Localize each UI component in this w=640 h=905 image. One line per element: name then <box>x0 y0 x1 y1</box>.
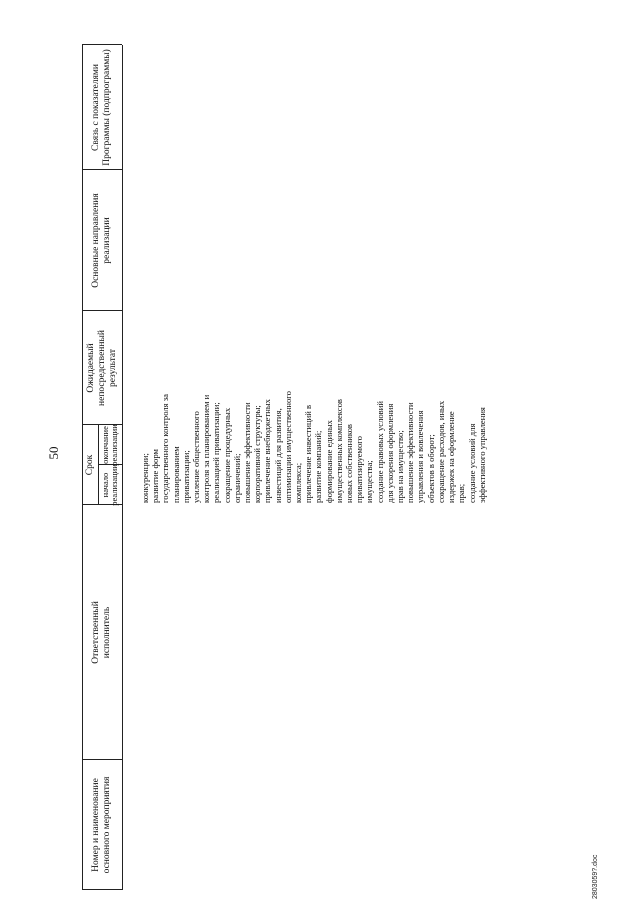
result-line: инвестиций для развития, <box>272 408 283 503</box>
result-line: комплекса; <box>293 462 304 503</box>
result-line: прав; <box>456 483 467 503</box>
result-line: конкуренции; <box>140 453 150 503</box>
result-line: привлечение внебюджетных <box>262 399 273 503</box>
result-line: государственного контроля за <box>160 394 171 503</box>
header-program-link: Связь с показателями Программы (подпрограммы) <box>91 49 112 166</box>
document-filename: 2803059?.doc <box>592 854 599 899</box>
table-header-bottom-border <box>122 45 123 890</box>
header-table <box>82 45 122 890</box>
header-expected-result: Ожидаемый непосредственный результат <box>85 330 118 406</box>
result-line: повышение эффективности <box>405 402 416 503</box>
result-line: создание правовых условий <box>374 401 385 503</box>
result-line: прав на имущество; <box>395 430 406 503</box>
result-line: привлечение инвестиций в <box>303 404 314 503</box>
result-line: развитие форм <box>150 449 161 503</box>
page-number: 50 <box>46 446 61 460</box>
result-line: развитие компаний; <box>313 430 324 503</box>
result-line: создание условий для <box>466 423 477 503</box>
header-term: Срок <box>84 454 95 476</box>
result-line: имущественных комплексов <box>333 399 344 503</box>
result-line: корпоративной структуры; <box>252 405 263 503</box>
result-line: имущества; <box>364 460 375 503</box>
result-line: управления и вовлечения <box>415 410 426 503</box>
header-main-directions: Основные направления реализации <box>91 193 112 288</box>
header-responsible: Ответственный исполнитель <box>91 601 112 664</box>
header-term-start: начало реализации <box>99 464 119 506</box>
result-line: реализацией приватизации; <box>211 402 222 503</box>
result-line: сокращение процедурных <box>221 407 232 503</box>
result-line: планированием <box>170 446 181 503</box>
result-line: контроля за планированием и <box>201 394 212 503</box>
result-line: повышение эффективности <box>242 402 253 503</box>
result-line: формирование единых <box>323 420 334 503</box>
result-line: приватизируемого <box>354 436 365 503</box>
result-line: объектов в оборот; <box>425 434 436 503</box>
result-line: эффективного управления <box>476 407 487 503</box>
result-line: усиление общественного <box>191 411 202 503</box>
result-line: ограничений; <box>231 453 242 503</box>
result-line: сокращение расходов, иных <box>435 400 446 503</box>
result-line: приватизации; <box>180 450 191 503</box>
header-number-and-name: Номер и наименование основного мероприятия <box>91 776 112 874</box>
expected-result-list <box>140 163 487 503</box>
result-line: оптимизации имущественного <box>282 391 293 503</box>
header-term-end: окончание реализации <box>99 424 119 466</box>
result-line: издержек на оформление <box>446 411 457 503</box>
result-line: для ускорения оформления <box>384 403 395 503</box>
result-line: новых собственников <box>344 424 355 503</box>
